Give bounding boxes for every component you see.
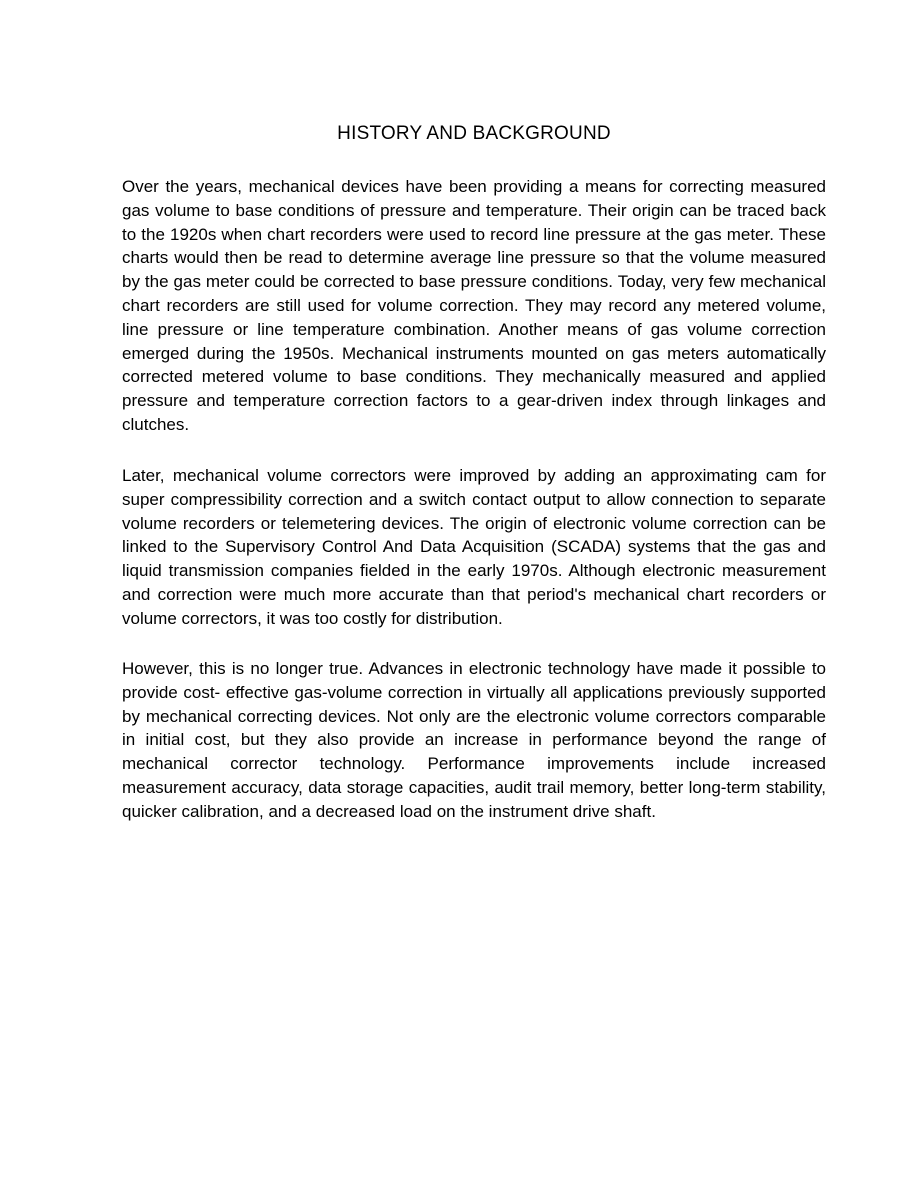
page-title: HISTORY AND BACKGROUND [337,123,611,144]
paragraph-modern-advances: However, this is no longer true. Advances in electronic technology have made it possible to provide cost- effective gas-volume correction in virtually all applications previously supported by mechanical correcting devices. Not only are the electronic volume correctors comparable in initial cost, but they also provide an increase in performance beyond the range of mechanical corrector technology. Performance improvements include increased measurement accuracy, data storage capacities, audit trail memory, better long-term stability, quicker calibration, and a decreased load on the instrument drive shaft. [122,659,826,821]
paragraph-electronic-origin: Later, mechanical volume correctors were improved by adding an approximating cam for super compressibility correction and a switch contact output to allow connection to separate volume recorders or telemetering devices. The origin of electronic volume correction can be linked to the Supervisory Control And Data Acquisition (SCADA) systems that the gas and liquid transmission companies fielded in the early 1970s. Although electronic measurement and correction were much more accurate than that period's mechanical chart recorders or volume correctors, it was too costly for distribution. [122,466,826,628]
paragraph-mechanical-history: Over the years, mechanical devices have been providing a means for correcting measured gas volume to base conditions of pressure and temperature. Their origin can be traced back to the 1920s when chart recorders were used to record line pressure at the gas meter. These charts would then be read to determine average line pressure so that the volume measured by the gas meter could be corrected to base pressure conditions. Today, very few mechanical chart recorders are still used for volume correction. They may record any metered volume, line pressure or line temperature combination. Another means of gas volume correction emerged during the 1950s. Mechanical instruments mounted on gas meters automatically corrected metered volume to base conditions. They mechanically measured and applied pressure and temperature correction factors to a gear-driven index through linkages and clutches. [122,177,826,434]
